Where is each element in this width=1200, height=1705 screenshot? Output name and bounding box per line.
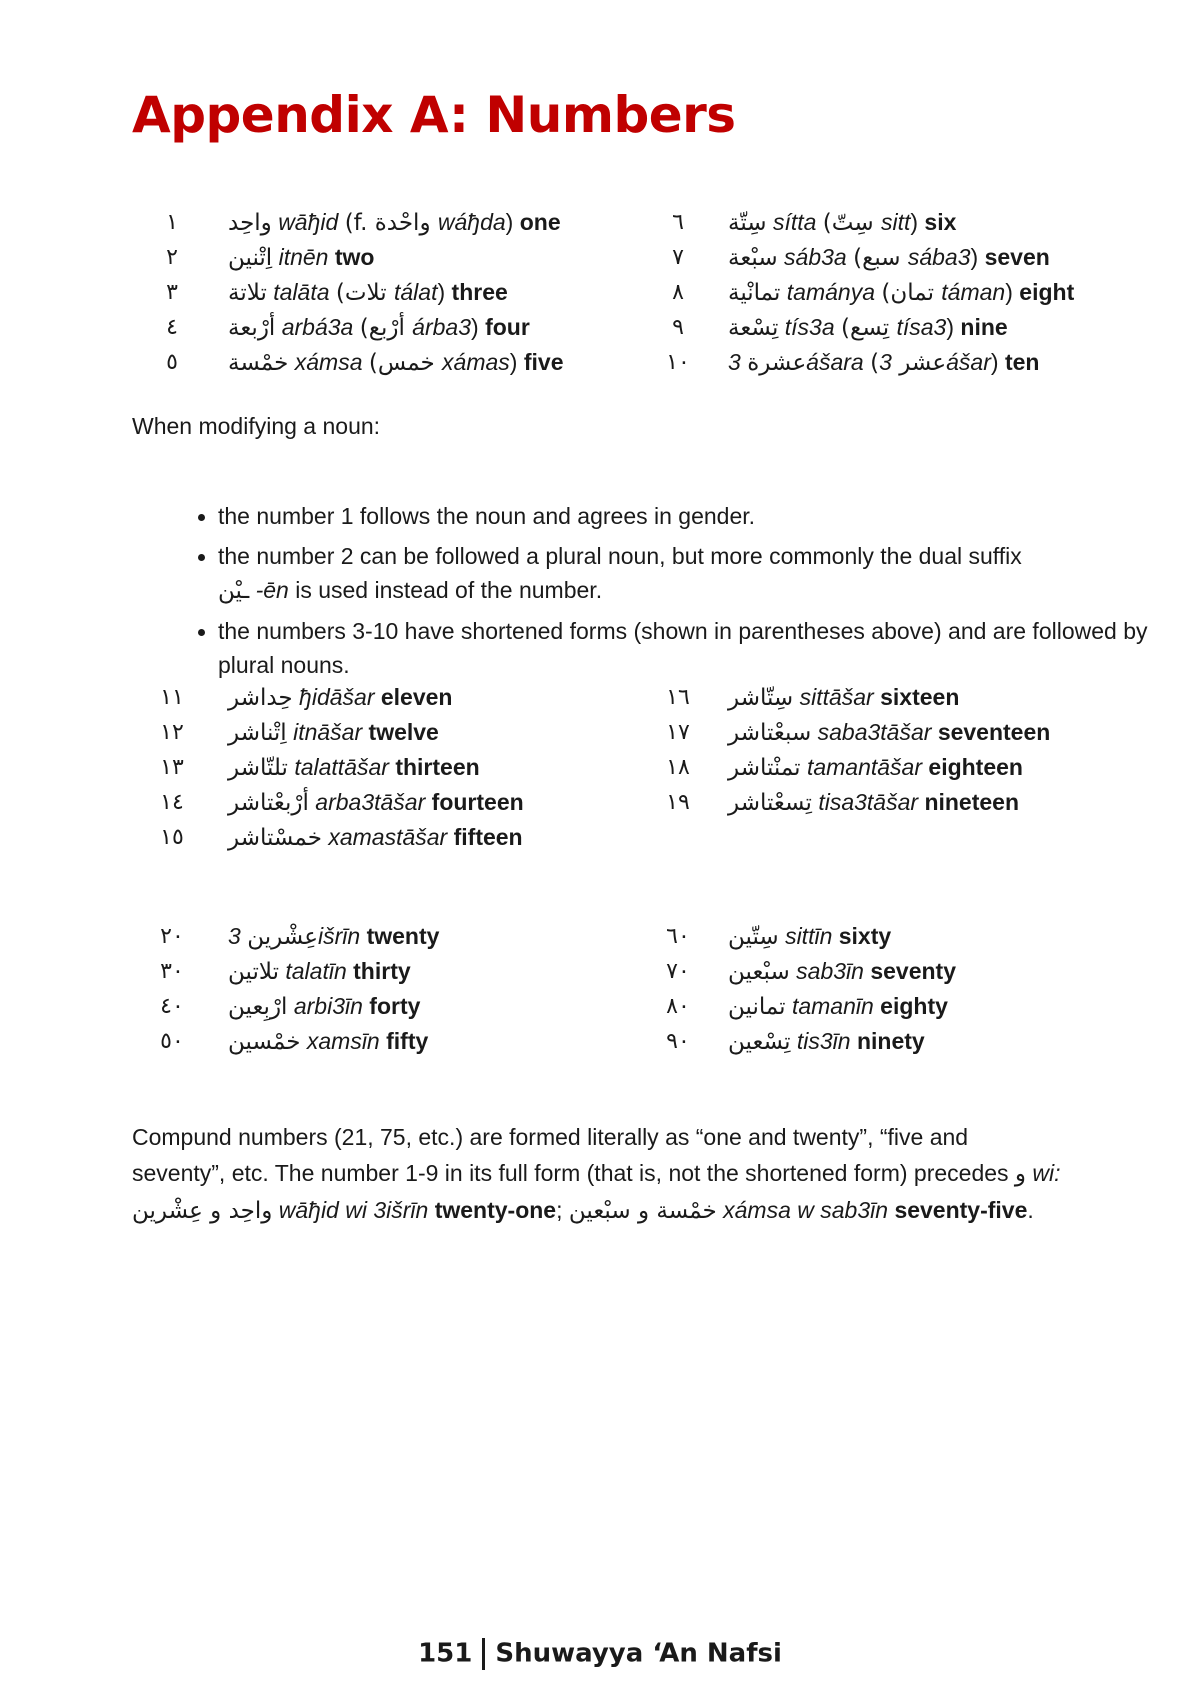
english-word: eleven <box>380 684 453 710</box>
short-form-translit: árba3 <box>412 314 471 340</box>
number-row <box>0 713 1200 751</box>
number-row <box>0 273 1200 311</box>
number-row <box>0 308 1200 346</box>
transliteration: arbá3a <box>281 314 354 340</box>
example-translit: xámsa w sab3īn <box>723 1197 889 1223</box>
english-word: three <box>451 279 508 305</box>
short-form-close: ) <box>990 349 999 375</box>
arabic-word: عِشْرين <box>247 924 319 950</box>
arabic-word: تِسعْتاشر <box>728 790 812 816</box>
short-form-translit: sába3 <box>907 244 971 270</box>
arabic-numeral: ١٦ <box>666 684 690 709</box>
number-row <box>0 917 1200 955</box>
english-word: seventeen <box>937 719 1051 745</box>
page-number: 151 <box>418 1638 473 1669</box>
short-form-translit: sitt <box>880 209 911 235</box>
transliteration: tis3īn <box>796 1028 851 1054</box>
book-title: Shuwayya ‘An Nafsi <box>495 1638 782 1669</box>
english-word: ninety <box>856 1028 925 1054</box>
english-word: five <box>523 349 564 375</box>
arabic-word: تِسْعين <box>728 1029 791 1055</box>
arabic-numeral: ١٨ <box>666 754 690 779</box>
arabic-numeral: ٩ <box>672 314 684 339</box>
number-entry <box>728 713 1050 752</box>
short-form-close: ) <box>910 209 919 235</box>
short-form-close: ) <box>509 349 518 375</box>
short-form-translit: wáђda <box>437 209 506 235</box>
number-entry <box>728 273 1074 312</box>
arabic-numeral: ١٤ <box>160 789 184 814</box>
number-entry <box>728 917 891 956</box>
modifying-intro: When modifying a noun: <box>132 413 381 439</box>
number-entry <box>728 203 956 242</box>
short-form-arabic: (تِسع <box>841 315 897 341</box>
english-word: twenty <box>366 923 440 949</box>
arabic-numeral: ٢ <box>166 244 178 269</box>
arabic-numeral: ١٩ <box>666 789 690 814</box>
english-word: six <box>924 209 957 235</box>
english-word: two <box>334 244 375 270</box>
arabic-numeral: ٧٠ <box>666 958 690 983</box>
arabic-word: اِتْناشر <box>228 720 287 746</box>
transliteration: xámsa <box>294 349 363 375</box>
arabic-numeral: ٣ <box>166 279 178 304</box>
page-footer <box>0 1638 1200 1670</box>
english-word: four <box>485 314 530 340</box>
arabic-word: خمْسين <box>228 1029 301 1055</box>
short-form-translit: tálat <box>393 279 438 305</box>
arabic-word: تمانْية <box>728 280 781 306</box>
arabic-word: تمانين <box>728 994 786 1020</box>
note-item: • the number 1 follows the noun and agrees in gender. <box>218 499 1178 533</box>
number-row <box>0 678 1200 716</box>
arabic-word: سِتّاشر <box>728 685 794 711</box>
dual-suffix-arabic: ـيْن <box>218 578 250 604</box>
short-form-arabic: (تمان <box>881 280 942 306</box>
transliteration: itnēn <box>278 244 329 270</box>
number-row <box>0 987 1200 1025</box>
english-word: thirty <box>353 958 411 984</box>
transliteration: ђidāšar <box>299 684 375 710</box>
transliteration: xamastāšar <box>328 824 448 850</box>
arabic-numeral: ٦ <box>672 209 684 234</box>
transliteration: xamsīn <box>306 1028 380 1054</box>
transliteration: tamantāšar <box>806 754 923 780</box>
arabic-word: سِتّين <box>728 924 779 950</box>
arabic-word: عشرة <box>747 350 807 376</box>
arabic-numeral: ١٣ <box>160 754 184 779</box>
short-form-arabic: (أرْبع <box>359 315 413 341</box>
example-arabic: واحِد و عِشْرين <box>132 1198 273 1224</box>
example-english: twenty-one <box>434 1197 557 1223</box>
example-arabic: خمْسة و سبْعين <box>568 1198 717 1224</box>
english-word: thirteen <box>395 754 480 780</box>
arabic-word: تمنْتاشر <box>728 755 801 781</box>
number-row <box>0 783 1200 821</box>
arabic-numeral: ٣٠ <box>160 958 184 983</box>
example-english: seventy-five <box>894 1197 1028 1223</box>
modifying-notes-list <box>132 499 1178 688</box>
short-form-close: ) <box>471 314 479 340</box>
english-word: nineteen <box>924 789 1020 815</box>
short-form-translit: táman <box>941 279 1006 305</box>
arabic-numeral: ٦٠ <box>666 923 690 948</box>
short-form-translit: tísa3 <box>896 314 947 340</box>
arabic-word: سبْعين <box>728 959 790 985</box>
number-row <box>0 1022 1200 1060</box>
number-entry <box>228 818 523 857</box>
english-word: forty <box>369 993 421 1019</box>
english-word: sixty <box>838 923 892 949</box>
arabic-numeral: ٢٠ <box>160 923 184 948</box>
transliteration: arbi3īn <box>293 993 363 1019</box>
transliteration: 3ášara <box>728 349 864 375</box>
transliteration: talatīn <box>285 958 347 984</box>
number-row <box>0 818 1200 856</box>
english-word: eighteen <box>928 754 1023 780</box>
number-entry <box>728 987 948 1026</box>
arabic-word: حِداشر <box>228 685 293 711</box>
transliteration: talattāšar <box>294 754 389 780</box>
english-word: seventy <box>870 958 956 984</box>
footer-divider <box>482 1638 485 1670</box>
number-entry <box>728 343 1039 382</box>
arabic-word: اِتْنين <box>228 245 273 271</box>
transliteration: tamánya <box>786 279 875 305</box>
transliteration: tisa3tāšar <box>818 789 919 815</box>
example-translit: wāђid wi 3išrīn <box>278 1197 429 1223</box>
arabic-numeral: ٩٠ <box>666 1028 690 1053</box>
english-word: nine <box>960 314 1008 340</box>
arabic-word: خمْسة <box>228 350 289 376</box>
arabic-word: تلاتين <box>228 959 279 985</box>
number-entry <box>728 238 1050 277</box>
arabic-word: خمسْتاشر <box>228 825 322 851</box>
english-word: twelve <box>368 719 439 745</box>
arabic-word: أرْبعة <box>228 315 276 341</box>
arabic-numeral: ١٧ <box>666 719 690 744</box>
arabic-word: سِتّة <box>728 210 767 236</box>
number-entry <box>728 748 1023 787</box>
short-form-close: ) <box>437 279 446 305</box>
arabic-numeral: ١٥ <box>160 824 184 849</box>
transliteration: saba3tāšar <box>817 719 932 745</box>
short-form-arabic: (f. واحْدة <box>344 210 438 236</box>
english-word: fifteen <box>453 824 523 850</box>
transliteration: itnāšar <box>293 719 363 745</box>
transliteration: sítta <box>772 209 817 235</box>
short-form-arabic: (خمس <box>368 350 443 376</box>
english-word: eight <box>1019 279 1075 305</box>
english-word: fifty <box>386 1028 429 1054</box>
arabic-word: واحِد <box>228 210 272 236</box>
arabic-numeral: ١٠ <box>666 349 690 374</box>
number-entry <box>728 1022 925 1061</box>
number-row <box>0 203 1200 241</box>
arabic-numeral: ٥٠ <box>160 1028 184 1053</box>
english-word: seven <box>984 244 1050 270</box>
short-form-arabic: (تلات <box>335 280 394 306</box>
arabic-word: سبعْتاشر <box>728 720 812 746</box>
arabic-word: ارْبِعين <box>228 994 288 1020</box>
english-word: one <box>519 209 561 235</box>
transliteration: wāђid <box>278 209 339 235</box>
transliteration: tamanīn <box>791 993 874 1019</box>
arabic-numeral: ٥ <box>166 349 178 374</box>
number-entry <box>728 308 1008 347</box>
arabic-numeral: ١١ <box>160 684 184 709</box>
number-row <box>0 238 1200 276</box>
arabic-numeral: ٤ <box>166 314 178 339</box>
number-entry <box>728 783 1019 822</box>
arabic-word: تلاتة <box>228 280 267 306</box>
arabic-numeral: ٧ <box>672 244 684 269</box>
english-word: eighty <box>880 993 948 1019</box>
arabic-word: تِسْعة <box>728 315 779 341</box>
short-form-arabic: (عشر <box>870 350 947 376</box>
short-form-translit: xámas <box>442 349 510 375</box>
short-form-close: ) <box>505 209 514 235</box>
note-item: • the numbers 3-10 have shortened forms (shown in parentheses above) and are followed by plural nouns. <box>218 614 1178 682</box>
compound-numbers-paragraph: Compund numbers (21, 75, etc.) are formed literally as “one and twenty”, “five and seventy”, etc. The number 1-9 in its full form (that is, not the shortened form) precedes و wi: واحِد و عِشْرين wāђid wi 3išrīn twenty-one; خمْسة و سبْعين xámsa w sab3īn seventy-five. <box>132 1124 1061 1224</box>
short-form-arabic: (سِتّ <box>822 210 881 236</box>
arabic-numeral: ٤٠ <box>160 993 184 1018</box>
short-form-close: ) <box>946 314 955 340</box>
number-row <box>0 952 1200 990</box>
number-row <box>0 343 1200 381</box>
english-word: sixteen <box>880 684 960 710</box>
arabic-numeral: ٨٠ <box>666 993 690 1018</box>
english-word: ten <box>1004 349 1040 375</box>
transliteration: sáb3a <box>784 244 847 270</box>
arabic-word: أرْبعْتاشر <box>228 790 309 816</box>
short-form-close: ) <box>1005 279 1013 305</box>
arabic-word: سبْعة <box>728 245 778 271</box>
number-entry <box>728 678 959 717</box>
number-row <box>0 748 1200 786</box>
number-entry <box>728 952 956 991</box>
short-form-arabic: (سبع <box>853 245 908 271</box>
dual-suffix-translit: -ēn <box>255 577 289 603</box>
english-word: fourteen <box>431 789 524 815</box>
transliteration: sittāšar <box>799 684 874 710</box>
transliteration: tís3a <box>784 314 835 340</box>
transliteration: sab3īn <box>796 958 864 984</box>
short-form-translit: 3ášar <box>879 349 991 375</box>
transliteration: talāta <box>273 279 330 305</box>
transliteration: sittīn <box>785 923 833 949</box>
arabic-numeral: ٨ <box>672 279 684 304</box>
page-title: Appendix A: Numbers <box>132 86 736 144</box>
transliteration: 3išrīn <box>228 923 361 949</box>
transliteration: arba3tāšar <box>315 789 426 815</box>
arabic-numeral: ١ <box>166 209 178 234</box>
arabic-numeral: ١٢ <box>160 719 184 744</box>
short-form-close: ) <box>970 244 979 270</box>
note-item: • the number 2 can be followed a plural noun, but more commonly the dual suffix ـيْن -ēn is used instead of the number. <box>218 539 1178 608</box>
arabic-word: تلتّاشر <box>228 755 288 781</box>
